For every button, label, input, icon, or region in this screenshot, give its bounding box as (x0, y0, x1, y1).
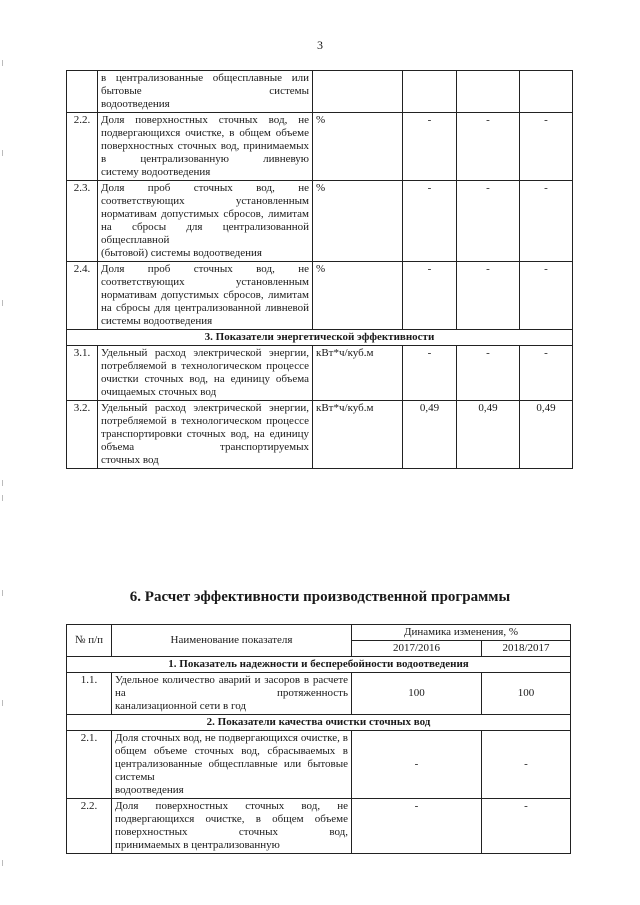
row-value-3: - (520, 181, 573, 262)
row-num: 3.2. (67, 401, 98, 469)
row-unit: % (313, 181, 403, 262)
binding-marks (2, 0, 6, 905)
section-row (67, 715, 571, 731)
row-text: Удельное количество аварий и засоров в расчете на протяженность канализационной сети в год (112, 673, 352, 715)
header-col1: 2017/2016 (352, 641, 482, 657)
row-text: в централизованные общесплавные или бытовые системы водоотведения (98, 71, 313, 113)
row-value-3: 0,49 (520, 401, 573, 469)
section-row (67, 330, 573, 346)
table-header-row (67, 625, 571, 641)
row-num (67, 71, 98, 113)
row-value-2: - (457, 181, 520, 262)
row-unit: % (313, 262, 403, 330)
table-row (67, 346, 573, 401)
table-row (67, 71, 573, 113)
row-num: 2.3. (67, 181, 98, 262)
row-value-3 (520, 71, 573, 113)
row-text: Удельный расход электрической энергии, потребляемой в технологическом процессе транспортировки сточных вод, на единицу объема транспортируемых сточных вод (98, 401, 313, 469)
section-label: 2. Показатели качества очистки сточных вод (67, 715, 571, 731)
row-text: Доля сточных вод, не подвергающихся очистке, в общем объеме сточных вод, сбрасываемых в централизованные общесплавные или бытовые системы водоотведения (112, 731, 352, 799)
row-unit: кВт*ч/куб.м (313, 401, 403, 469)
row-num: 1.1. (67, 673, 112, 715)
table-row (67, 262, 573, 330)
row-value-2 (457, 71, 520, 113)
header-dynamics: Динамика изменения, % (352, 625, 571, 641)
row-num: 2.2. (67, 799, 112, 854)
row-num: 3.1. (67, 346, 98, 401)
row-value-1: 0,49 (403, 401, 457, 469)
efficiency-table (66, 624, 571, 854)
row-value-1: - (403, 181, 457, 262)
row-value-3: - (520, 262, 573, 330)
row-value-2: - (482, 731, 571, 799)
section-row (67, 657, 571, 673)
row-unit (313, 71, 403, 113)
row-value-2: - (482, 799, 571, 854)
table-row (67, 673, 571, 715)
row-unit: % (313, 113, 403, 181)
table-row (67, 731, 571, 799)
row-value-1: - (403, 262, 457, 330)
row-value-1: - (352, 731, 482, 799)
row-value-3: - (520, 113, 573, 181)
indicators-table-continued (66, 70, 573, 469)
row-value-1: - (403, 113, 457, 181)
table-row (67, 799, 571, 854)
row-text: Доля поверхностных сточных вод, не подвергающихся очистке, в общем объеме поверхностных сточных вод, принимаемых в централизованную (112, 799, 352, 854)
header-col2: 2018/2017 (482, 641, 571, 657)
row-value-2: 100 (482, 673, 571, 715)
row-value-2: - (457, 262, 520, 330)
row-text: Доля проб сточных вод, не соответствующих установленным нормативам допустимых сбросов, лимитам на сбросы для централизованной общесплавной (бытовой) системы водоотведения (98, 181, 313, 262)
row-num: 2.2. (67, 113, 98, 181)
section-title: 6. Расчет эффективности производственной программы (129, 589, 511, 605)
row-value-3: - (520, 346, 573, 401)
header-name: Наименование показателя (112, 625, 352, 657)
row-value-1 (403, 71, 457, 113)
row-num: 2.4. (67, 262, 98, 330)
row-num: 2.1. (67, 731, 112, 799)
table-row (67, 181, 573, 262)
row-value-1: - (352, 799, 482, 854)
section-label: 3. Показатели энергетической эффективности (67, 330, 573, 346)
row-unit: кВт*ч/куб.м (313, 346, 403, 401)
header-num: № п/п (67, 625, 112, 657)
page-number: 3 (317, 38, 323, 52)
row-value-1: 100 (352, 673, 482, 715)
section-label: 1. Показатель надежности и бесперебойности водоотведения (67, 657, 571, 673)
row-value-2: - (457, 346, 520, 401)
row-value-1: - (403, 346, 457, 401)
row-value-2: - (457, 113, 520, 181)
row-value-2: 0,49 (457, 401, 520, 469)
row-text: Доля проб сточных вод, не соответствующих установленным нормативам допустимых сбросов, лимитам на сбросы для централизованной ливневой системы водоотведения (98, 262, 313, 330)
table-row (67, 113, 573, 181)
table-row (67, 401, 573, 469)
row-text: Доля поверхностных сточных вод, не подвергающихся очистке, в общем объеме поверхностных сточных вод, принимаемых в централизованную ливневую систему водоотведения (98, 113, 313, 181)
row-text: Удельный расход электрической энергии, потребляемой в технологическом процессе очистки сточных вод, на единицу объема очищаемых сточных вод (98, 346, 313, 401)
